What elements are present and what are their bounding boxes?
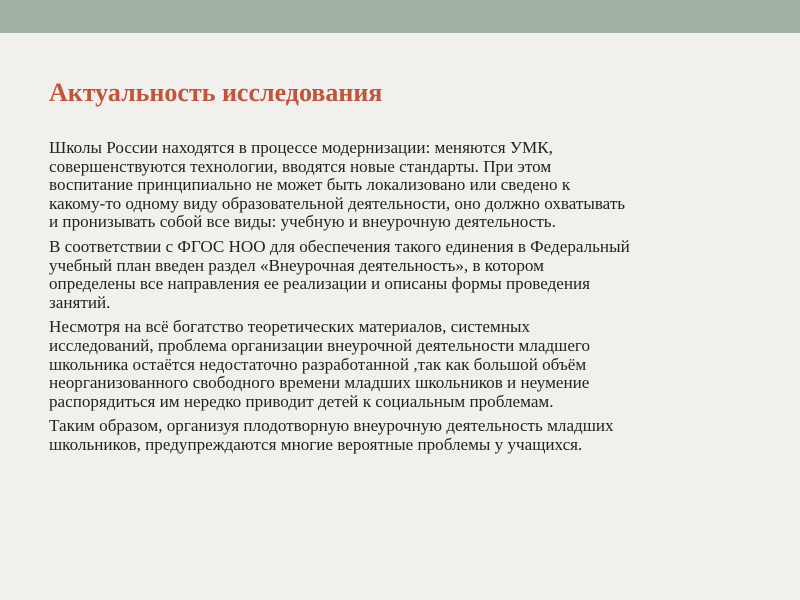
text-line: занятий. [49, 292, 111, 312]
text-line: исследований, проблема организации внеурочной деятельности младшего [49, 335, 591, 355]
text-line: и пронизывать собой все виды: учебную и внеурочную деятельность. [49, 212, 556, 232]
text-line: Несмотря на всё богатство теоретических материалов, системных [49, 317, 531, 337]
slide-body [49, 139, 754, 461]
text-line: школьников, предупреждаются многие вероятные проблемы у учащихся. [49, 434, 583, 454]
text-line: неорганизованного свободного времени младших школьников и неумение [49, 373, 590, 393]
slide-title: Актуальность исследования [49, 78, 383, 107]
text-line: В соответствии с ФГОС НОО для обеспечения такого единения в Федеральный [49, 236, 630, 256]
paragraph-2 [49, 238, 754, 312]
text-line: школьника остаётся недостаточно разработанной ,так как большой объём [49, 354, 587, 374]
text-line: распорядиться им нередко приводит детей к социальным проблемам. [49, 391, 554, 411]
text-line: какому-то одному виду образовательной деятельности, оно должно охватывать [49, 193, 626, 213]
paragraph-1 [49, 139, 754, 232]
paragraph-4 [49, 417, 754, 454]
text-line: Таким образом, организуя плодотворную внеурочную деятельность младших [49, 416, 614, 436]
text-line: Школы России находятся в процессе модернизации: меняются УМК, [49, 138, 553, 157]
text-line: определены все направления ее реализации и описаны формы проведения [49, 274, 591, 294]
paragraph-3 [49, 318, 754, 411]
text-line: учебный план введен раздел «Внеурочная деятельность», в котором [49, 255, 544, 275]
text-line: совершенствуются технологии, вводятся новые стандарты. При этом [49, 156, 552, 176]
top-bar [0, 0, 800, 33]
text-line: воспитание принципиально не может быть локализовано или сведено к [49, 175, 571, 195]
